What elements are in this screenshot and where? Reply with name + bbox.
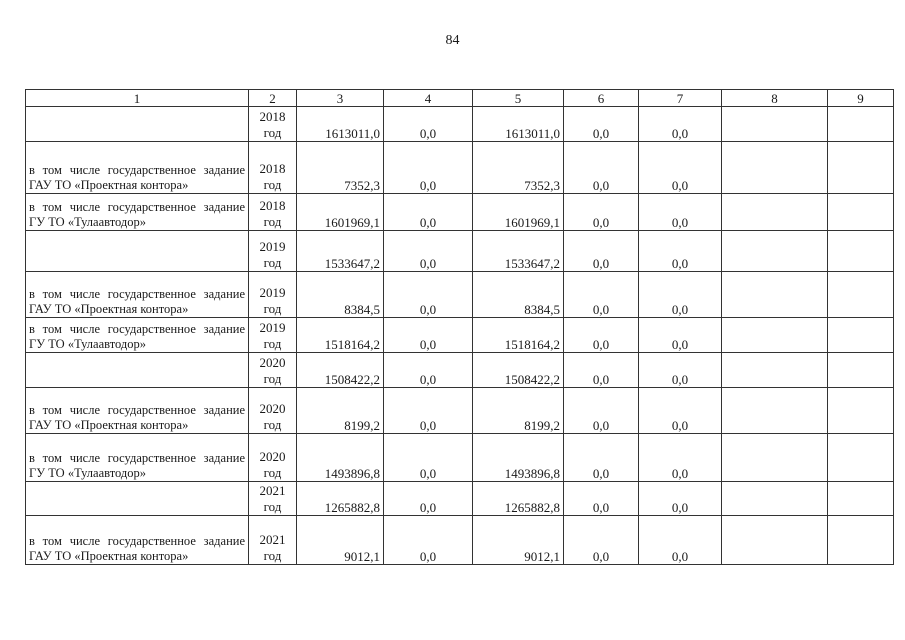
cell-col7: 0,0 <box>639 194 722 231</box>
row-year <box>249 353 297 388</box>
column-header-1: 1 <box>26 90 249 107</box>
row-description: в том числе государственное задание ГУ ТО «Тулаавтодор» <box>26 434 249 482</box>
row-year <box>249 231 297 272</box>
cell-col4: 0,0 <box>384 107 473 142</box>
column-header-9: 9 <box>828 90 894 107</box>
cell-col9 <box>828 107 894 142</box>
budget-table <box>25 89 894 565</box>
cell-col9 <box>828 318 894 353</box>
cell-col6: 0,0 <box>564 107 639 142</box>
year-value: 2020 <box>259 355 286 370</box>
cell-col5: 1265882,8 <box>473 482 564 516</box>
cell-col9 <box>828 388 894 434</box>
cell-col9 <box>828 272 894 318</box>
year-unit: год <box>263 214 282 229</box>
cell-col6: 0,0 <box>564 318 639 353</box>
cell-col7: 0,0 <box>639 353 722 388</box>
cell-col5: 8384,5 <box>473 272 564 318</box>
row-description: в том числе государственное задание ГУ ТО «Тулаавтодор» <box>26 318 249 353</box>
cell-col9 <box>828 353 894 388</box>
table-row <box>26 142 894 194</box>
row-description <box>26 231 249 272</box>
row-description: в том числе государственное задание ГАУ ТО «Проектная контора» <box>26 516 249 565</box>
row-year <box>249 318 297 353</box>
cell-col3: 7352,3 <box>297 142 384 194</box>
cell-col6: 0,0 <box>564 388 639 434</box>
row-description: в том числе государственное задание ГАУ ТО «Проектная контора» <box>26 388 249 434</box>
row-year <box>249 388 297 434</box>
cell-col5: 8199,2 <box>473 388 564 434</box>
cell-col7: 0,0 <box>639 318 722 353</box>
table-row <box>26 318 894 353</box>
cell-col5: 1533647,2 <box>473 231 564 272</box>
cell-col3: 1613011,0 <box>297 107 384 142</box>
column-header-8: 8 <box>722 90 828 107</box>
year-value: 2018 <box>259 109 286 124</box>
row-description <box>26 353 249 388</box>
cell-col8 <box>722 107 828 142</box>
row-year <box>249 482 297 516</box>
cell-col6: 0,0 <box>564 194 639 231</box>
cell-col3: 1601969,1 <box>297 194 384 231</box>
cell-col8 <box>722 318 828 353</box>
year-unit: год <box>263 499 282 514</box>
cell-col3: 8384,5 <box>297 272 384 318</box>
cell-col5: 1508422,2 <box>473 353 564 388</box>
row-description: в том числе государственное задание ГУ ТО «Тулаавтодор» <box>26 194 249 231</box>
cell-col4: 0,0 <box>384 434 473 482</box>
row-year <box>249 434 297 482</box>
year-unit: год <box>263 336 282 351</box>
column-header-2: 2 <box>249 90 297 107</box>
cell-col6: 0,0 <box>564 482 639 516</box>
cell-col6: 0,0 <box>564 231 639 272</box>
table-row <box>26 231 894 272</box>
cell-col4: 0,0 <box>384 194 473 231</box>
year-unit: год <box>263 255 282 270</box>
year-value: 2018 <box>259 161 286 176</box>
cell-col9 <box>828 434 894 482</box>
row-year <box>249 142 297 194</box>
cell-col3: 1493896,8 <box>297 434 384 482</box>
page-number: 84 <box>445 33 460 48</box>
cell-col8 <box>722 272 828 318</box>
table-row <box>26 194 894 231</box>
cell-col8 <box>722 142 828 194</box>
header-row <box>26 90 894 107</box>
row-year <box>249 516 297 565</box>
cell-col4: 0,0 <box>384 142 473 194</box>
row-year <box>249 194 297 231</box>
year-unit: год <box>263 301 282 316</box>
column-header-7: 7 <box>639 90 722 107</box>
cell-col3: 1265882,8 <box>297 482 384 516</box>
cell-col6: 0,0 <box>564 272 639 318</box>
cell-col7: 0,0 <box>639 107 722 142</box>
cell-col4: 0,0 <box>384 388 473 434</box>
cell-col3: 9012,1 <box>297 516 384 565</box>
row-description <box>26 107 249 142</box>
year-unit: год <box>263 125 282 140</box>
cell-col5: 1613011,0 <box>473 107 564 142</box>
year-value: 2018 <box>259 198 286 213</box>
cell-col7: 0,0 <box>639 388 722 434</box>
table-row <box>26 353 894 388</box>
cell-col9 <box>828 142 894 194</box>
year-unit: год <box>263 548 282 563</box>
row-year <box>249 272 297 318</box>
cell-col7: 0,0 <box>639 142 722 194</box>
cell-col4: 0,0 <box>384 516 473 565</box>
cell-col9 <box>828 516 894 565</box>
cell-col3: 1518164,2 <box>297 318 384 353</box>
table-row <box>26 107 894 142</box>
year-unit: год <box>263 371 282 386</box>
cell-col3: 1533647,2 <box>297 231 384 272</box>
year-unit: год <box>263 417 282 432</box>
cell-col4: 0,0 <box>384 231 473 272</box>
year-value: 2020 <box>259 449 286 464</box>
table-row <box>26 482 894 516</box>
cell-col8 <box>722 388 828 434</box>
column-header-4: 4 <box>384 90 473 107</box>
cell-col3: 1508422,2 <box>297 353 384 388</box>
row-description <box>26 482 249 516</box>
cell-col6: 0,0 <box>564 434 639 482</box>
year-unit: год <box>263 465 282 480</box>
year-value: 2019 <box>259 285 286 300</box>
cell-col9 <box>828 231 894 272</box>
table-row <box>26 272 894 318</box>
cell-col8 <box>722 516 828 565</box>
cell-col8 <box>722 194 828 231</box>
column-header-6: 6 <box>564 90 639 107</box>
cell-col6: 0,0 <box>564 353 639 388</box>
year-value: 2019 <box>259 320 286 335</box>
cell-col8 <box>722 482 828 516</box>
row-description: в том числе государственное задание ГАУ ТО «Проектная контора» <box>26 142 249 194</box>
cell-col5: 1601969,1 <box>473 194 564 231</box>
cell-col4: 0,0 <box>384 272 473 318</box>
cell-col5: 7352,3 <box>473 142 564 194</box>
cell-col8 <box>722 231 828 272</box>
cell-col5: 1493896,8 <box>473 434 564 482</box>
year-value: 2021 <box>259 483 286 498</box>
row-description: в том числе государственное задание ГАУ ТО «Проектная контора» <box>26 272 249 318</box>
year-value: 2021 <box>259 532 286 547</box>
column-header-5: 5 <box>473 90 564 107</box>
cell-col6: 0,0 <box>564 516 639 565</box>
cell-col8 <box>722 353 828 388</box>
cell-col5: 9012,1 <box>473 516 564 565</box>
cell-col9 <box>828 482 894 516</box>
cell-col7: 0,0 <box>639 434 722 482</box>
row-year <box>249 107 297 142</box>
column-header-3: 3 <box>297 90 384 107</box>
cell-col4: 0,0 <box>384 353 473 388</box>
cell-col9 <box>828 194 894 231</box>
cell-col6: 0,0 <box>564 142 639 194</box>
year-unit: год <box>263 177 282 192</box>
year-value: 2019 <box>259 239 286 254</box>
cell-col8 <box>722 434 828 482</box>
cell-col4: 0,0 <box>384 482 473 516</box>
table-row <box>26 434 894 482</box>
table-row <box>26 388 894 434</box>
cell-col3: 8199,2 <box>297 388 384 434</box>
cell-col4: 0,0 <box>384 318 473 353</box>
cell-col7: 0,0 <box>639 482 722 516</box>
year-value: 2020 <box>259 401 286 416</box>
cell-col7: 0,0 <box>639 272 722 318</box>
table-row <box>26 516 894 565</box>
cell-col7: 0,0 <box>639 231 722 272</box>
cell-col7: 0,0 <box>639 516 722 565</box>
cell-col5: 1518164,2 <box>473 318 564 353</box>
